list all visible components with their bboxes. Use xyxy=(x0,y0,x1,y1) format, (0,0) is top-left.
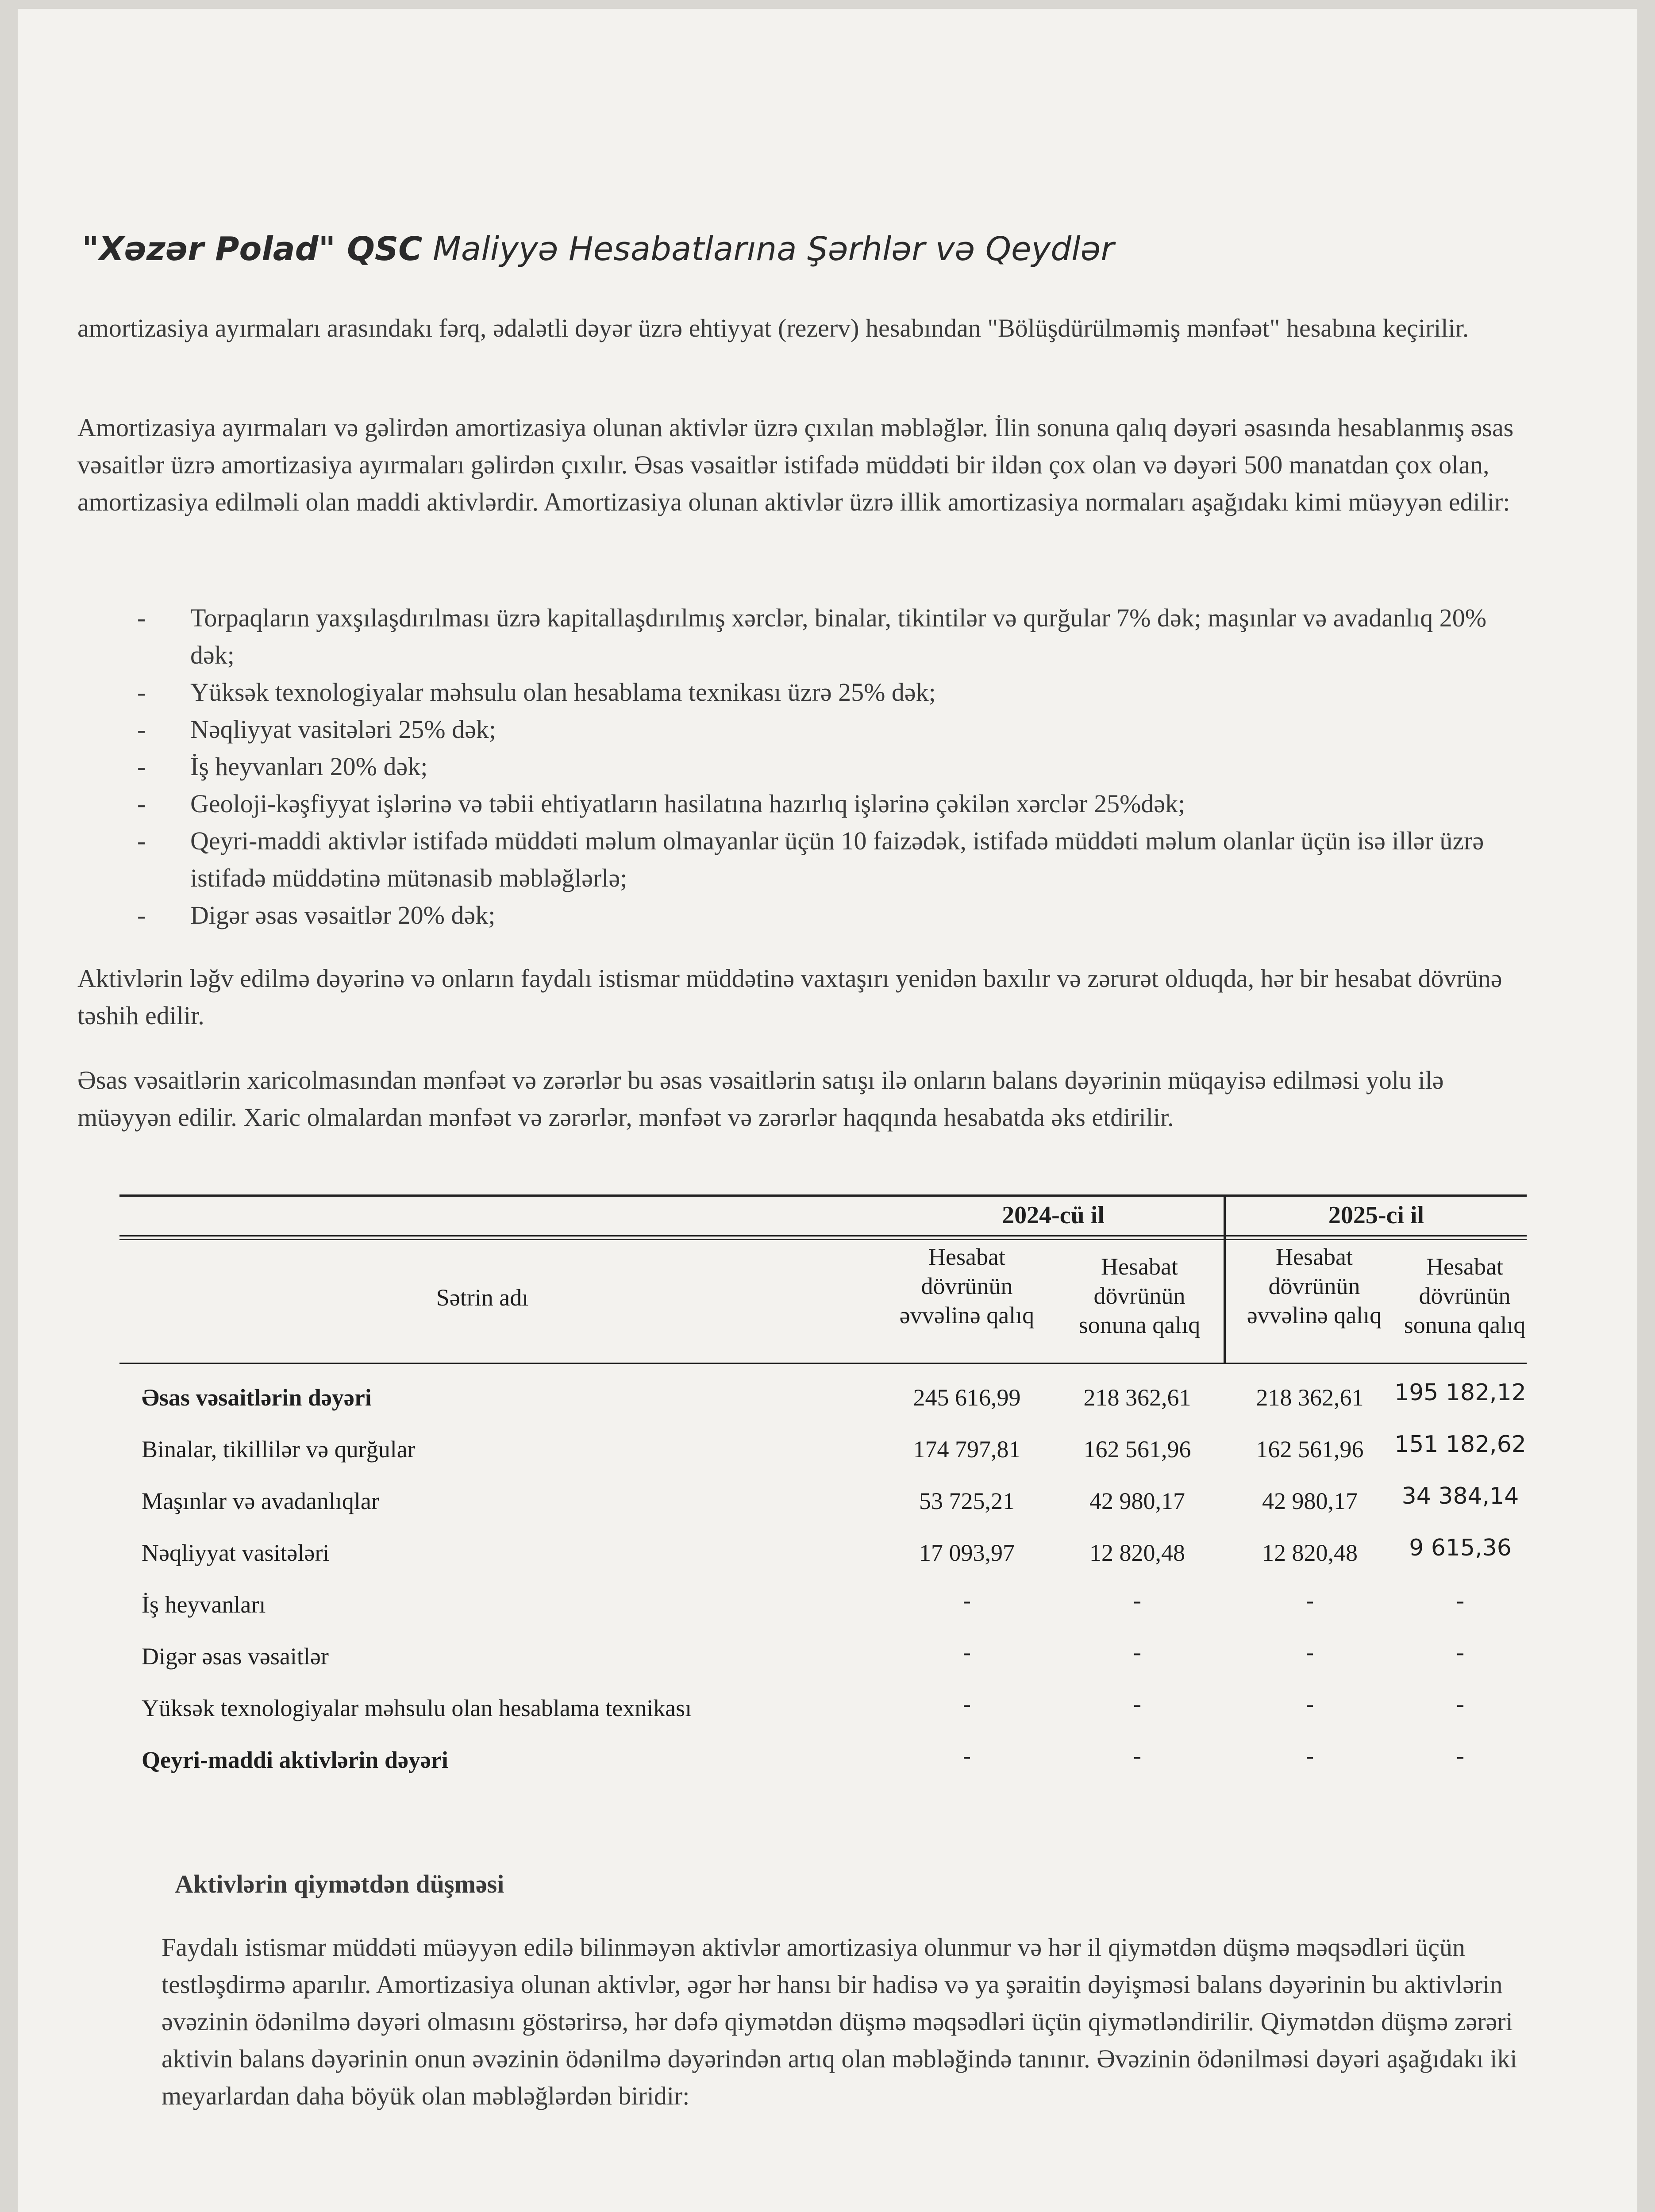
page-header xyxy=(82,230,1114,268)
col-header: Hesabat dövrünün əvvəlinə qalıq xyxy=(899,1244,1035,1329)
document-page xyxy=(18,9,1637,2212)
table-row-label: Əsas vəsaitlərin dəyəri xyxy=(142,1384,372,1411)
table-cell: - xyxy=(1133,1690,1141,1717)
table-cell: 162 561,96 xyxy=(1083,1436,1191,1463)
year-header-2024: 2024-cü il xyxy=(1002,1202,1105,1229)
list-item: - Torpaqların yaxşılaşdırılması üzrə kapitallaşdırılmış xərclər, binalar, tikintilər və qurğular 7% dək; maşınlar və avadanlıq 20% dək; xyxy=(137,599,1513,674)
amortization-norms-list xyxy=(137,599,1513,934)
table-cell: - xyxy=(1456,1639,1464,1665)
table-cell: 162 561,96 xyxy=(1256,1436,1364,1463)
col-header: Hesabat dövrünün sonuna qalıq xyxy=(1078,1253,1201,1338)
table-row-label: Binalar, tikillilər və qurğular xyxy=(142,1436,416,1463)
table-cell: 17 093,97 xyxy=(919,1540,1015,1566)
table-cell: 218 362,61 xyxy=(1256,1384,1364,1411)
table-cell: - xyxy=(1456,1742,1464,1769)
col-header: Hesabat dövrünün əvvəlinə qalıq xyxy=(1247,1244,1382,1329)
table-cell: 245 616,99 xyxy=(913,1384,1021,1411)
list-item: - Geoloji-kəşfiyyat işlərinə və təbii ehtiyatların hasilatına hazırlıq işlərinə çəkilən xərclər 25%dək; xyxy=(137,785,1513,822)
table-cell: 151 182,62 xyxy=(1394,1431,1526,1458)
table-row-label: Maşınlar və avadanlıqlar xyxy=(142,1488,379,1514)
table-row-label: İş heyvanları xyxy=(142,1591,266,1618)
table-cell: - xyxy=(963,1639,971,1665)
fixed-assets-table xyxy=(119,1194,1527,1814)
list-item: - Yüksək texnologiyalar məhsulu olan hesablama texnikası üzrə 25% dək; xyxy=(137,674,1513,711)
paragraph-2: Amortizasiya ayırmaları və gəlirdən amortizasiya olunan aktivlər üzrə çıxılan məbləğlər. İlin sonuna qalıq dəyəri əsasında hesablanmış əsas vəsaitlər üzrə amortizasiya ayırmaları gəlirdən çıxılır. Əsas vəsaitlər istifadə müddəti bir ildən çox olan və dəyəri 500 manatdan çox olan, amortizasiya edilməli olan maddi aktivlərdir. Amortizasiya olunan aktivlər üzrə illik amortizasiya normaları aşağıdakı kimi müəyyən edilir: xyxy=(77,413,1514,516)
table-cell: - xyxy=(1306,1587,1314,1613)
table-cell: 53 725,21 xyxy=(919,1488,1015,1514)
table-cell: - xyxy=(1133,1742,1141,1769)
table-cell: - xyxy=(1133,1639,1141,1665)
table-cell: 174 797,81 xyxy=(913,1436,1021,1463)
table-cell: 12 820,48 xyxy=(1262,1540,1358,1566)
section-title: Aktivlərin qiymətdən düşməsi xyxy=(175,1870,504,1898)
list-item: - Digər əsas vəsaitlər 20% dək; xyxy=(137,897,1513,934)
table-row-label: Digər əsas vəsaitlər xyxy=(142,1643,329,1670)
table-cell: 9 615,36 xyxy=(1409,1535,1512,1561)
paragraph-1: amortizasiya ayırmaları arasındakı fərq, ədalətli dəyər üzrə ehtiyyat (rezerv) hesabından "Bölüşdürülməmiş mənfəət" hesabına keçirilir. xyxy=(77,314,1469,342)
year-header-2025: 2025-ci il xyxy=(1328,1202,1424,1229)
table-cell: - xyxy=(1306,1690,1314,1717)
list-item: - İş heyvanları 20% dək; xyxy=(137,748,1513,785)
table-cell: 42 980,17 xyxy=(1262,1488,1358,1514)
table-cell: 12 820,48 xyxy=(1089,1540,1185,1566)
table-cell: - xyxy=(1456,1587,1464,1613)
table-row-label: Yüksək texnologiyalar məhsulu olan hesablama texnikası xyxy=(142,1695,692,1721)
paragraph-4: Əsas vəsaitlərin xaricolmasından mənfəət və zərərlər bu əsas vəsaitlərin satışı ilə onların balans dəyərinin müqayisə edilməsi yolu ilə müəyyən edilir. Xaric olmalardan mənfəət və zərərlər, mənfəət və zərərlər haqqında hesabatda əks etdirilir. xyxy=(77,1066,1444,1132)
table-row-label: Nəqliyyat vasitələri xyxy=(142,1540,330,1566)
company-name: "Xəzər Polad" QSC xyxy=(82,230,423,268)
table-row-label: Qeyri-maddi aktivlərin dəyəri xyxy=(142,1747,448,1773)
list-item: - Qeyri-maddi aktivlər istifadə müddəti məlum olmayanlar üçün 10 faizədək, istifadə müddəti məlum olanlar üçün isə illər üzrə istifadə müddətinə mütənasib məbləğlərlə; xyxy=(137,822,1513,897)
table-cell: - xyxy=(1133,1587,1141,1613)
col-header: Hesabat dövrünün sonuna qalıq xyxy=(1404,1253,1526,1338)
row-name-header: Sətrin adı xyxy=(436,1284,529,1311)
header-title: Maliyyə Hesabatlarına Şərhlər və Qeydlər xyxy=(433,230,1114,268)
table-cell: 218 362,61 xyxy=(1083,1384,1191,1411)
table-cell: 34 384,14 xyxy=(1401,1483,1519,1509)
table-cell: - xyxy=(1306,1639,1314,1665)
table-cell: - xyxy=(963,1690,971,1717)
table-cell: - xyxy=(963,1587,971,1613)
table-cell: - xyxy=(963,1742,971,1769)
table-cell: 195 182,12 xyxy=(1394,1379,1526,1406)
list-item: - Nəqliyyat vasitələri 25% dək; xyxy=(137,711,1513,748)
paragraph-3: Aktivlərin ləğv edilmə dəyərinə və onların faydalı istismar müddətinə vaxtaşırı yenidən baxılır və zərurət olduqda, hər bir hesabat dövrünə təshih edilir. xyxy=(77,964,1502,1030)
table-cell: 42 980,17 xyxy=(1089,1488,1185,1514)
table-cell: - xyxy=(1456,1690,1464,1717)
section-paragraph: Faydalı istismar müddəti müəyyən edilə bilinməyən aktivlər amortizasiya olunmur və hər il qiymətdən düşmə məqsədləri üçün testləşdirmə aparılır. Amortizasiya olunan aktivlər, əgər hər hansı bir hadisə və ya şəraitin dəyişməsi balans dəyərinin bu aktivlərin əvəzinin ödənilmə dəyəri olmasını göstərirsə, hər dəfə qiymətdən düşmə məqsədləri üçün qiymətləndirilir. Qiymətdən düşmə zərəri aktivin balans dəyərinin onun əvəzinin ödənilmə dəyərindən artıq olan məbləğində tanınır. Əvəzinin ödənilməsi dəyəri aşağıdakı iki meyarlardan daha böyük olan məbləğlərdən biridir: xyxy=(162,1933,1517,2110)
table-cell: - xyxy=(1306,1742,1314,1769)
